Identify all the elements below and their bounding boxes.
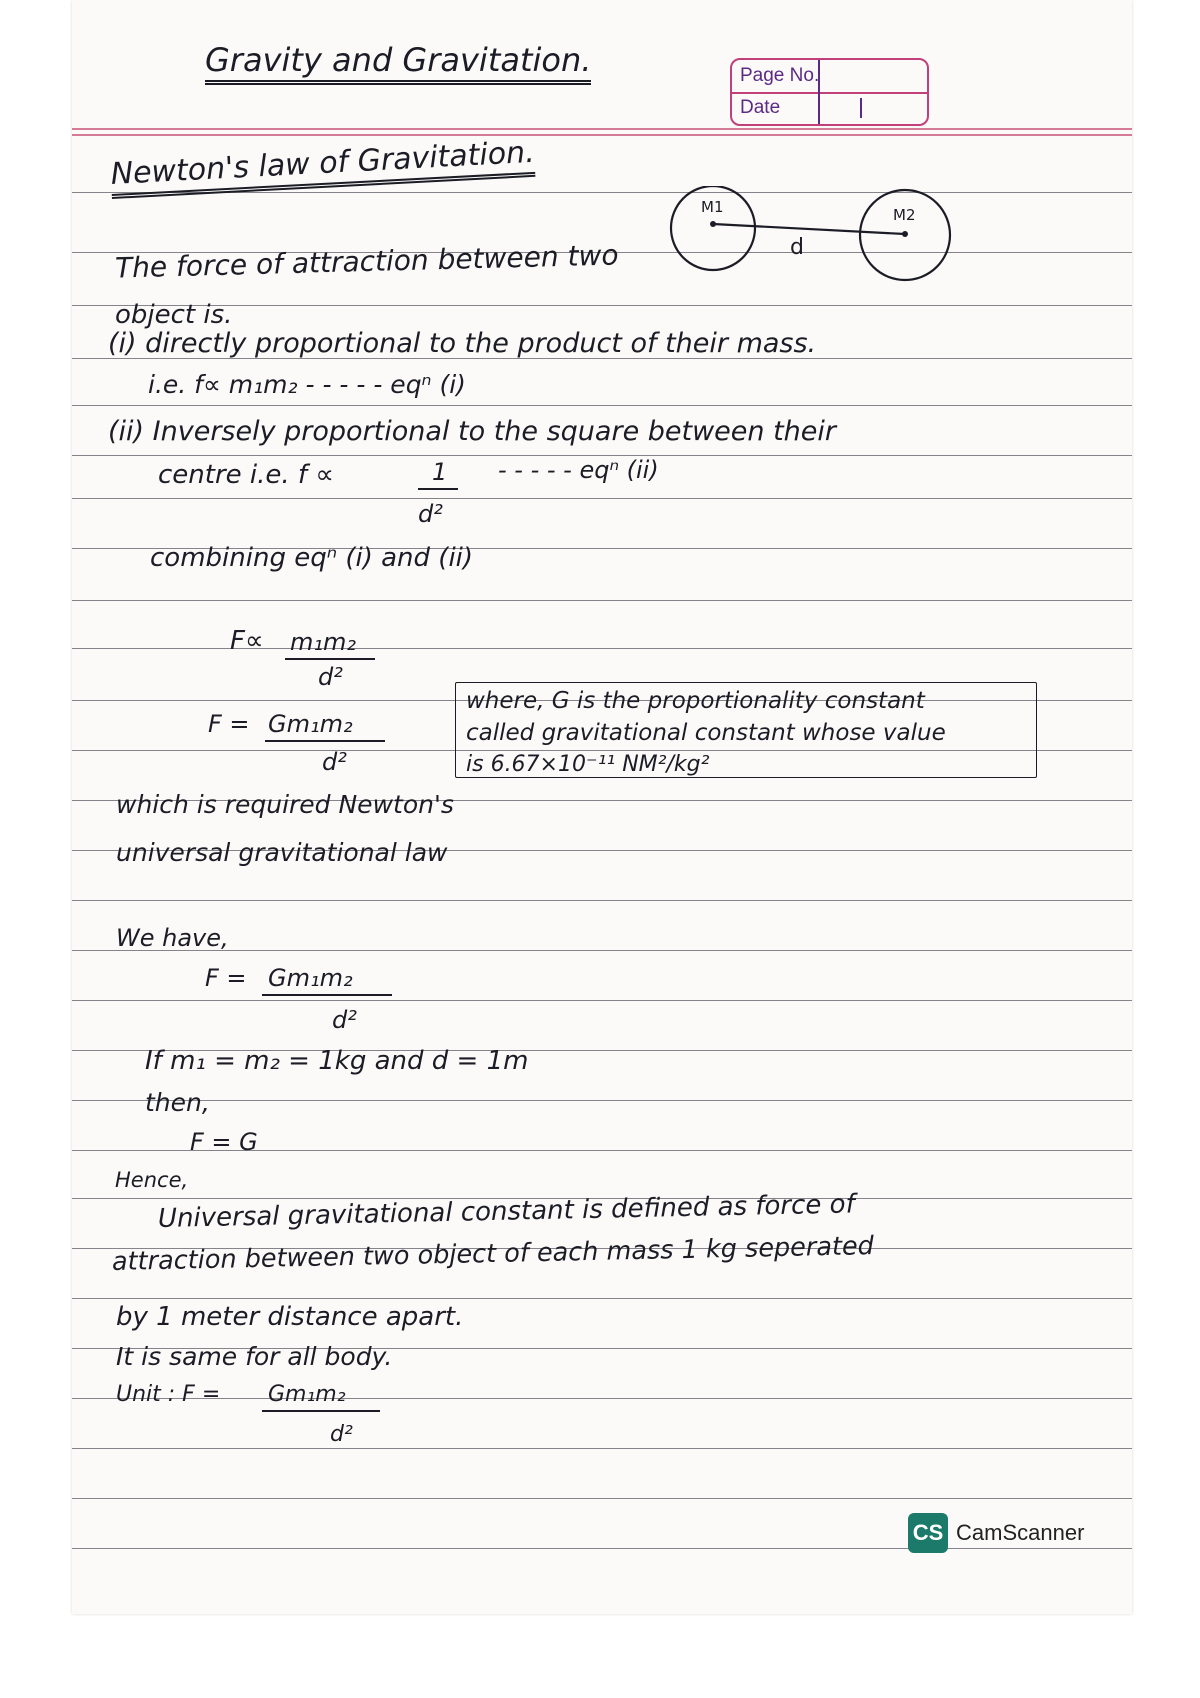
ruled-line [72, 900, 1132, 901]
point-i: (i) directly proportional to the product of their mass. [108, 328, 817, 359]
note-line-2: called gravitational constant whose value [466, 720, 946, 746]
divider [860, 98, 862, 117]
we-have: We have, [116, 924, 229, 952]
section-heading: Newton's law of Gravitation. [110, 138, 536, 199]
required-line-1: which is required Newton's [116, 790, 454, 819]
f-equals-g: F = G [190, 1128, 258, 1156]
page-no-label: Page No. [740, 65, 820, 86]
definition-line-2: attraction between two object of each mass 1 kg seperated [111, 1231, 875, 1277]
divider [818, 60, 820, 92]
required-line-2: universal gravitational law [116, 838, 448, 867]
intro-line-1: The force of attraction between two [114, 238, 619, 285]
fraction-bar [262, 994, 392, 996]
fraction-bar [265, 740, 385, 742]
fraction-bar [285, 658, 375, 660]
camscanner-name: CamScanner [956, 1520, 1085, 1545]
mass1-center [710, 221, 716, 227]
point-ii: (ii) Inversely proportional to the square between their [108, 416, 837, 447]
point-ii-equation-end: - - - - - eqⁿ (ii) [498, 456, 659, 484]
equation2-denominator: d² [332, 1006, 357, 1034]
same-for-all-line: It is same for all body. [116, 1342, 393, 1371]
if-line: If m₁ = m₂ = 1kg and d = 1m [145, 1046, 529, 1076]
equation-numerator: Gm₁m₂ [268, 710, 353, 738]
definition-line-3: by 1 meter distance apart. [116, 1302, 464, 1332]
definition-line-1: Universal gravitational constant is defined as force of [157, 1189, 856, 1234]
equation2-numerator: Gm₁m₂ [268, 964, 353, 992]
unit-denominator: d² [330, 1422, 353, 1447]
proportional-numerator: m₁m₂ [290, 628, 356, 656]
ruled-line [72, 498, 1132, 499]
ruled-line [72, 1448, 1132, 1449]
hence: Hence, [115, 1168, 189, 1192]
ruled-line [72, 1000, 1132, 1001]
date-row [732, 92, 927, 124]
distance-line [713, 224, 905, 234]
page-title: Gravity and Gravitation. [205, 44, 591, 85]
header-rule [72, 134, 1132, 136]
point-ii-numerator: 1 [432, 458, 448, 486]
equation2-lhs: F = [205, 964, 247, 992]
ruled-line [72, 1100, 1132, 1101]
proportional-lhs: F∝ [230, 626, 264, 656]
ruled-line [72, 600, 1132, 601]
divider [818, 92, 820, 124]
ruled-line [72, 1498, 1132, 1499]
intro-line-2: object is. [115, 300, 233, 330]
mass2-center [902, 231, 908, 237]
proportional-denominator: d² [318, 663, 343, 691]
distance-label: d [790, 235, 804, 260]
page-date-box [730, 58, 929, 126]
mass1-label: M1 [701, 198, 724, 216]
point-i-equation: i.e. f∝ m₁m₂ - - - - - eqⁿ (i) [148, 370, 466, 399]
camscanner-logo-icon: CS [908, 1513, 948, 1553]
camscanner-watermark [908, 1513, 1084, 1553]
then-line: then, [145, 1088, 210, 1117]
note-line-3: is 6.67×10⁻¹¹ NM²/kg² [466, 752, 710, 777]
ruled-line [72, 405, 1132, 406]
point-ii-equation-start: centre i.e. f ∝ [158, 460, 334, 490]
ruled-line [72, 1298, 1132, 1299]
mass2-label: M2 [893, 206, 916, 224]
two-masses-diagram [665, 186, 965, 296]
ruled-line [72, 1398, 1132, 1399]
date-label: Date [740, 97, 781, 118]
combining-line: combining eqⁿ (i) and (ii) [150, 543, 474, 573]
equation-denominator: d² [322, 748, 347, 776]
fraction-bar [418, 488, 458, 490]
unit-numerator: Gm₁m₂ [268, 1382, 346, 1407]
point-ii-denominator: d² [418, 500, 443, 528]
page-no-row [732, 60, 927, 94]
header-rule [72, 128, 1132, 130]
unit-lhs: Unit : F = [116, 1382, 221, 1407]
fraction-bar [262, 1410, 380, 1412]
equation-lhs: F = [208, 710, 250, 738]
note-line-1: where, G is the proportionality constant [466, 688, 925, 714]
ruled-line [72, 950, 1132, 951]
